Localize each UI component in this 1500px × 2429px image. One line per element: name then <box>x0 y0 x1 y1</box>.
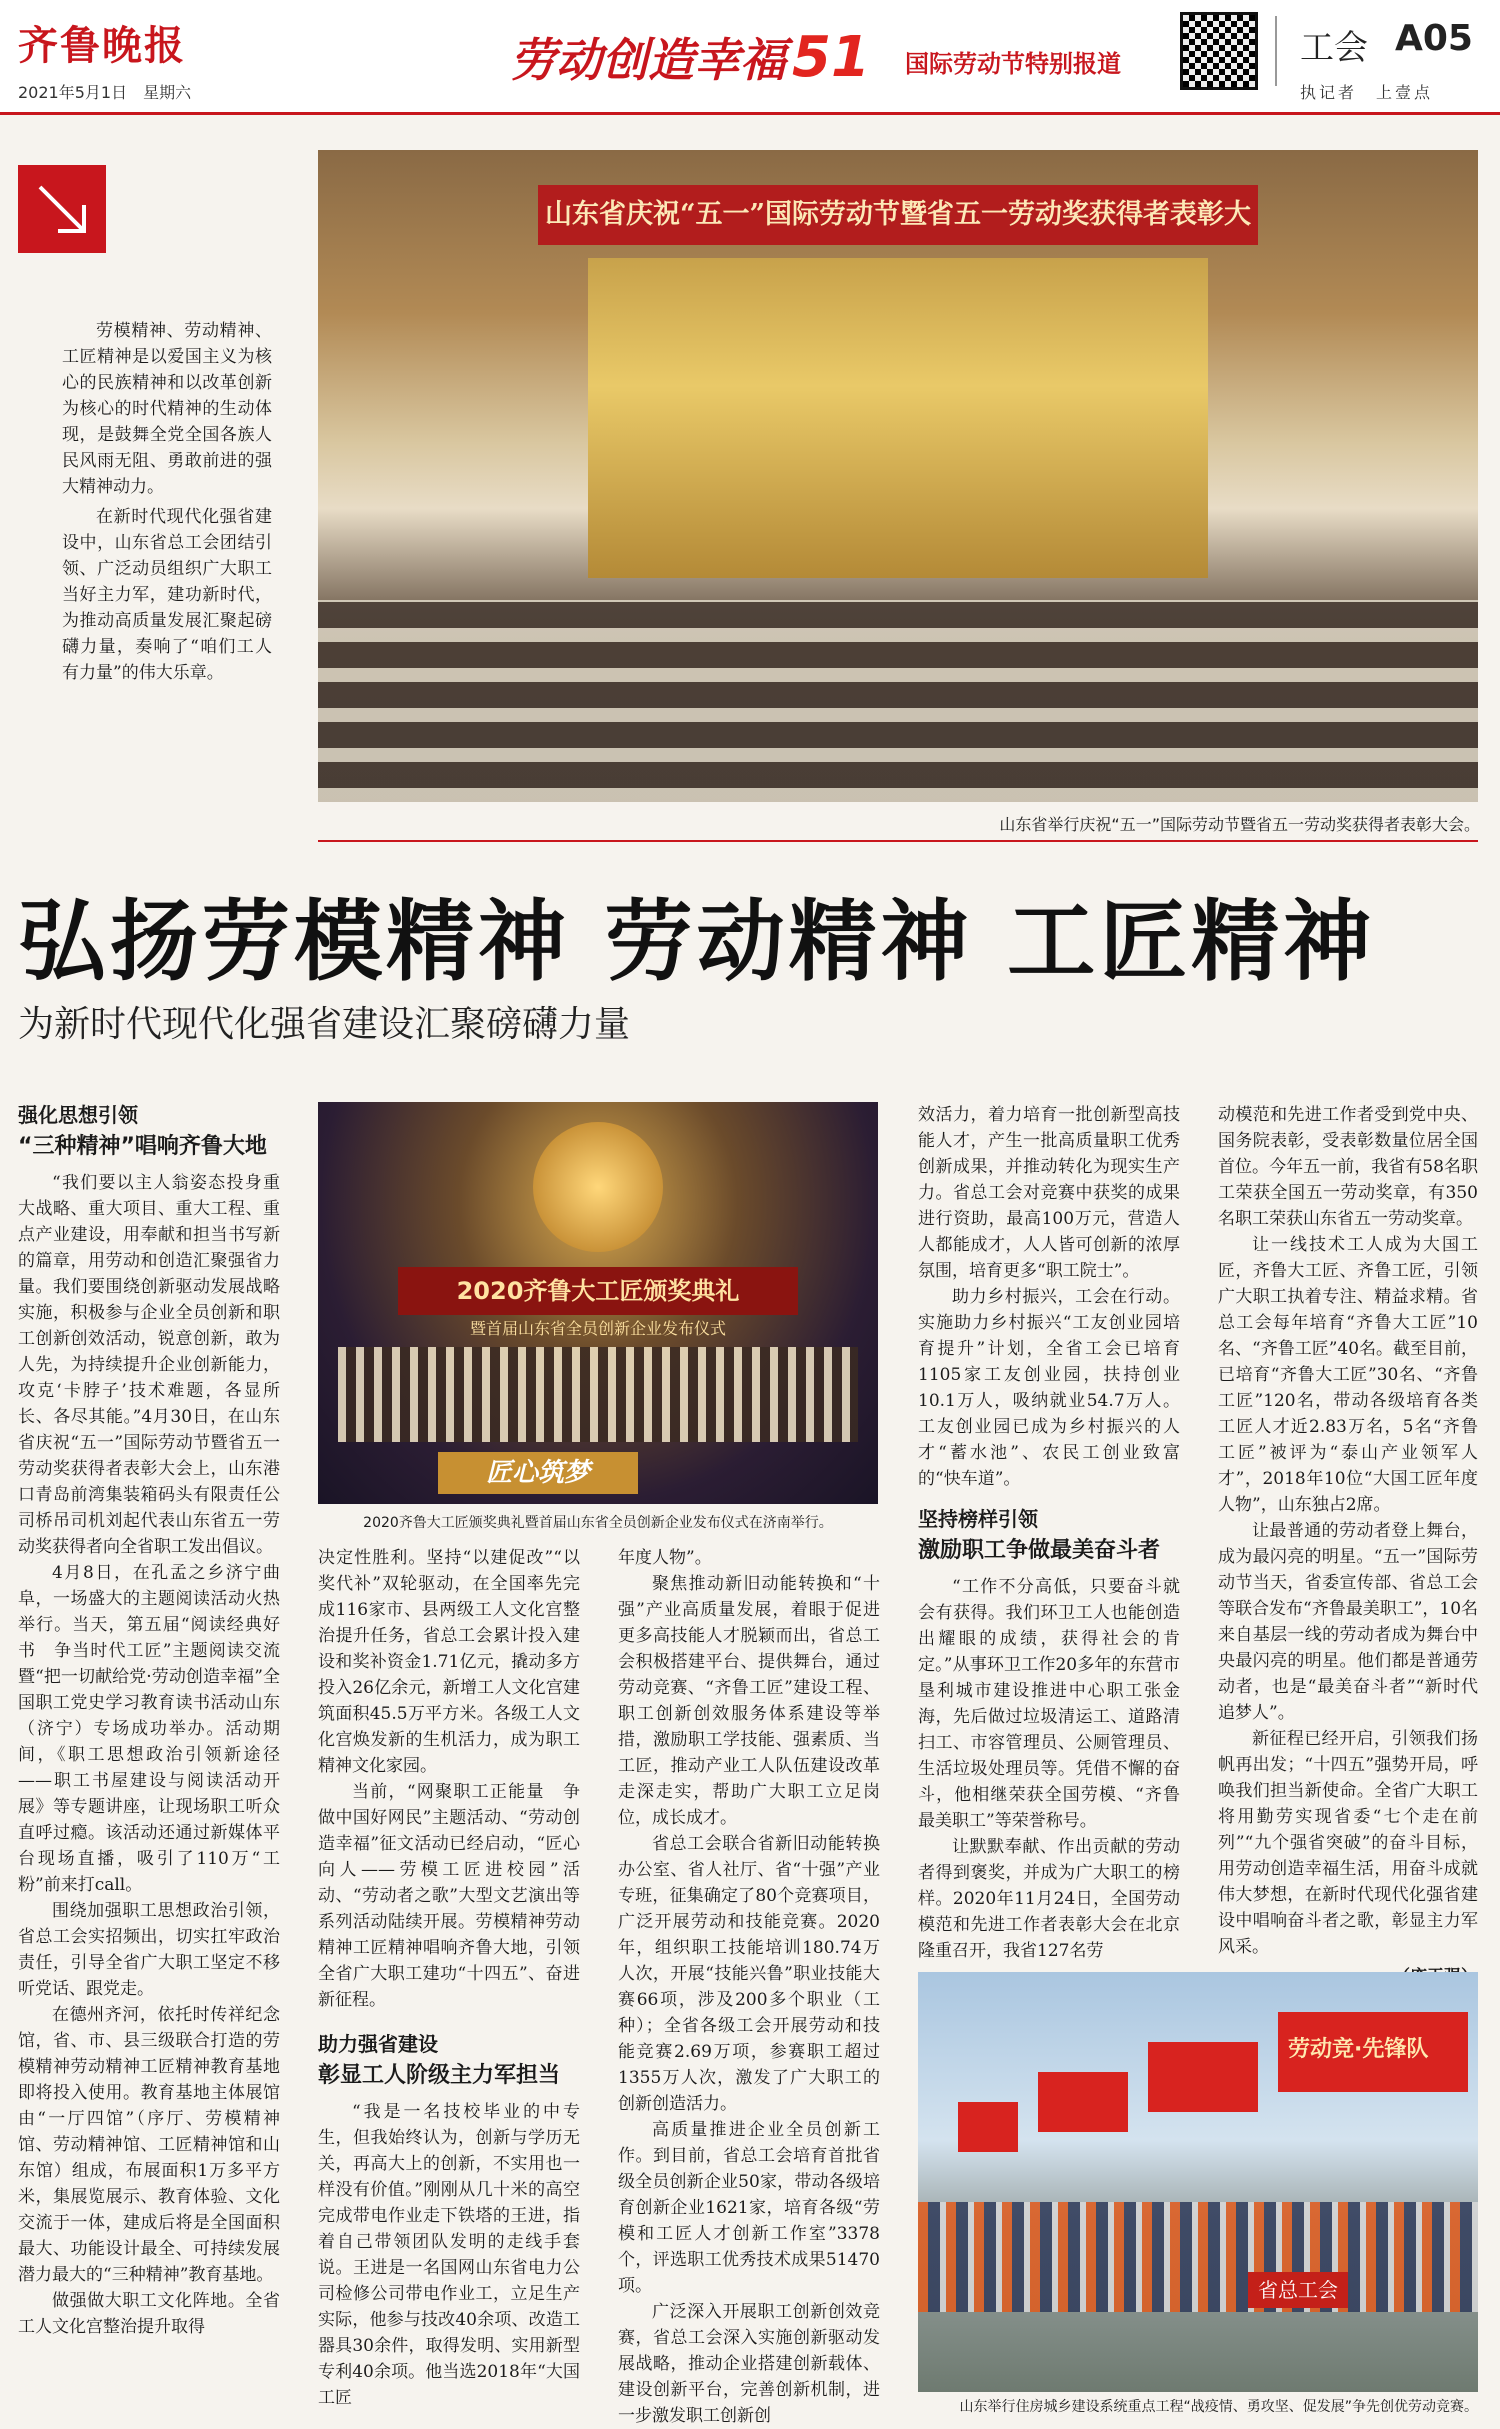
arrow-down-right-icon <box>18 165 106 253</box>
article-paragraph: 效活力，着力培育一批创新型高技能人才，产生一批高质量职工优秀创新成果，并推动转化为现实生产力。省总工会对竞赛中获奖的成果进行资助，最高100万元，营造人人都能成才，人人皆可创新的浓厚氛围，培育更多“职工院士”。 <box>918 1105 1180 1281</box>
article-column-1 <box>18 1102 280 2340</box>
header-divider <box>1275 16 1277 86</box>
conference-banner: 山东省庆祝“五一”国际劳动节暨省五一劳动奖获得者表彰大 <box>538 185 1258 245</box>
red-flag <box>958 2102 1018 2152</box>
article-paragraph: 当前，“网聚职工正能量 争做中国好网民”主题活动、“劳动创造幸福”征文活动已经启动，“匠心向人——劳模工匠进校园”活动、“劳动者之歌”大型文艺演出等系列活动陆续开展。劳模精神劳动精神工匠精神唱响齐鲁大地，引领全省广大职工建功“十四五”、奋进新征程。 <box>318 1782 580 2010</box>
article-paragraph: 广泛深入开展职工创新创效竞赛，省总工会深入实施创新驱动发展战略，推动企业搭建创新载体、建设创新平台，完善创新机制，进一步激发职工创新创 <box>618 2302 880 2426</box>
slogan-number: 51 <box>792 25 870 90</box>
article-paragraph: “工作不分高低，只要奋斗就会有获得。我们环卫工人也能创造出耀眼的成绩，获得社会的肯定。”从事环卫工作20多年的东营市垦利城市建设推进中心职工张金海，先后做过垃圾清运工、道路清扫工、市容管理员、公厕管理员、生活垃圾处理员等。凭借不懈的奋斗，他相继荣获全国劳模、“齐鲁最美职工”等荣誉称号。 <box>918 1577 1180 1831</box>
article-paragraph: 年度人物”。 <box>618 1548 712 1568</box>
section-kicker: 坚持榜样引领 <box>918 1507 1038 1531</box>
awardees-crowd <box>338 1347 858 1442</box>
award-ceremony-photo <box>318 1102 878 1504</box>
article-paragraph: 决定性胜利。坚持“以建促改”“以奖代补”双轮驱动，在全国率先完成116家市、县两级工人文化宫整治提升任务，省总工会累计投入建设和奖补资金1.71亿元，撬动多方投入26亿余元，新增工人文化宫建筑面积45.5万平方米。各级工人文化宫焕发新的生机活力，成为职工精神文化家园。 <box>318 1548 580 1776</box>
section-name: 工会 <box>1300 28 1368 68</box>
intro-paragraph: 劳模精神、劳动精神、工匠精神是以爱国主义为核心的民族精神和以改革创新为核心的时代精神的生动体现，是鼓舞全党全国各族人民风雨无阻、勇敢前进的强大精神动力。 <box>62 321 272 497</box>
subheadline: 为新时代现代化强省建设汇聚磅礴力量 <box>18 1004 631 1045</box>
red-flag <box>1038 2072 1128 2132</box>
section-subtitle: 激励职工争做最美奋斗者 <box>918 1538 1161 1563</box>
divider <box>318 840 1478 842</box>
article-paragraph: 让默默奉献、作出贡献的劳动者得到褒奖，并成为广大职工的榜样。2020年11月24日，全国劳动模范和先进工作者表彰大会在北京隆重召开，我省127名劳 <box>918 1837 1180 1961</box>
photo-caption: 2020齐鲁大工匠颁奖典礼暨首届山东省全员创新企业发布仪式在济南举行。 <box>363 1515 833 1531</box>
article-paragraph: 围绕加强职工思想政治引领，省总工会实招频出，切实扛牢政治责任，引导全省广大职工坚定不移听党话、跟党走。 <box>18 1901 280 1999</box>
article-column-3 <box>618 1545 880 2429</box>
article-paragraph: 聚焦推动新旧动能转换和“十强”产业高质量发展，着眼于促进更多高技能人才脱颖而出，省总工会积极搭建平台、提供舞台，通过劳动竞赛、“齐鲁工匠”建设工程、职工创新创效服务体系建设等举措，激励职工学技能、强素质、当工匠，推动产业工人队伍建设改革走深走实，帮助广大职工立足岗位，成长成才。 <box>618 1574 880 1828</box>
article-paragraph: 4月8日，在孔孟之乡济宁曲阜，一场盛大的主题阅读活动火热举行。当天，第五届“阅读经典好书 争当时代工匠”主题阅读交流暨“把一切献给党·劳动创造幸福”全国职工党史学习教育读书活动山东（济宁）专场成功举办。活动期间，《职工思想政治引领新途径——职工书屋建设与阅读活动开展》等专题讲座，让现场职工听众直呼过瘾。该活动还通过新媒体平台现场直播，吸引了110万“工粉”前来打call。 <box>18 1563 280 1895</box>
issue-date: 2021年5月1日 星期六 <box>18 83 192 102</box>
article-paragraph: 做强做大职工文化阵地。全省工人文化宫整治提升取得 <box>18 2291 280 2337</box>
article-column-5 <box>1218 1102 1478 1990</box>
page-number: A05 <box>1395 18 1473 59</box>
article-paragraph: “我们要以主人翁姿态投身重大战略、重大项目、重大工程、重点产业建设，用奉献和担当书写新的篇章，用劳动和创造汇聚强省力量。我们要围绕创新驱动发展战略实施，积极参与企业全员创新和职工创新创效活动，锐意创新，敢为人先，为持续提升企业创新能力，攻克‘卡脖子’技术难题，各显所长、各尽其能。”4月30日，在山东省庆祝“五一”国际劳动节暨省五一劳动奖获得者表彰大会上，山东港口青岛前湾集装箱码头有限责任公司桥吊司机刘起代表山东省五一劳动奖获得者向全省职工发出倡议。 <box>18 1173 280 1557</box>
flag-text: 劳动竞·先锋队 <box>1288 2037 1429 2062</box>
conference-photo <box>318 150 1478 802</box>
photo-caption: 山东省举行庆祝“五一”国际劳动节暨省五一劳动奖获得者表彰大会。 <box>999 815 1480 834</box>
article-paragraph: 新征程已经开启，引领我们扬帆再出发；“十四五”强势开局，呼唤我们担当新使命。全省广大职工将用勤劳实现省委“七个走在前列”“九个强省突破”的奋斗目标，用劳动创造幸福生活，用奋斗成就伟大梦想，在新时代现代化强省建设中唱响奋斗者之歌，彰显主力军风采。 <box>1218 1729 1478 1957</box>
red-flag <box>1148 2042 1258 2112</box>
group-sign: 省总工会 <box>1248 2272 1348 2308</box>
article-paragraph: 在德州齐河，依托时传祥纪念馆，省、市、县三级联合打造的劳模精神劳动精神工匠精神教育基地即将投入使用。教育基地主体展馆由“一厅四馆”（序厅、劳模精神馆、劳动精神馆、工匠精神馆和山东馆）组成，布展面积1万多平方米，集展览展示、教育体验、文化交流于一体，建成后将是全国面积最大、功能设计最全、可持续发展潜力最大的“三种精神”教育基地。 <box>18 2005 280 2285</box>
ceremony-banner: 2020齐鲁大工匠颁奖典礼 <box>398 1267 798 1315</box>
article-paragraph: 助力乡村振兴，工会在行动。实施助力乡村振兴“工友创业园培育提升”计划，全省工会已培育1105家工友创业园，扶持创业10.1万人，吸纳就业54.7万人。工友创业园已成为乡村振兴的人才“蓄水池”、农民工创业致富的“快车道”。 <box>918 1287 1180 1489</box>
article-paragraph: 省总工会联合省新旧动能转换办公室、省人社厅、省“十强”产业专班，征集确定了80个竞赛项目，广泛开展劳动和技能竞赛。2020年，组织职工技能培训180.74万人次，开展“技能兴鲁”职业技能大赛66项，涉及200多个职业（工种）；全省各级工会开展劳动和技能竞赛2.69万项，参赛职工超过1355万人次，激发了广大职工的创新创造活力。 <box>618 1834 880 2114</box>
section-subtitle: “三种精神”唱响齐鲁大地 <box>18 1134 267 1159</box>
section-kicker: 助力强省建设 <box>318 2032 438 2056</box>
headline: 弘扬劳模精神 劳动精神 工匠精神 <box>18 890 1376 993</box>
article-column-4 <box>918 1102 1180 1964</box>
masthead: 齐鲁晚报 <box>18 22 186 69</box>
slogan <box>510 24 870 90</box>
reporter-line: 执记者 上壹点 <box>1300 83 1434 102</box>
stage-curtain <box>588 258 1208 578</box>
article-paragraph: “我是一名技校毕业的中专生，但我始终认为，创新与学历无关，再高大上的创新，不实用也一样没有价值。”刚刚从几十米的高空完成带电作业走下铁塔的王进，指着自己带领团队发明的走线手套说。王进是一名国网山东省电力公司检修公司带电作业工，立足生产实际，他参与技改40余项、改造工器具30余件，取得发明、实用新型专利40余项。他当选2018年“大国工匠 <box>318 2102 580 2408</box>
section-subtitle: 彰显工人阶级主力军担当 <box>318 2063 561 2088</box>
slogan-text: 劳动创造幸福 <box>510 33 786 87</box>
special-report-label: 国际劳动节特别报道 <box>905 50 1121 78</box>
ceremony-emblem <box>533 1122 663 1252</box>
photo-caption: 山东举行住房城乡建设系统重点工程“战疫情、勇攻坚、促发展”争先创优劳动竞赛。 <box>959 2399 1478 2415</box>
labor-competition-photo <box>918 1972 1478 2392</box>
article-paragraph: 高质量推进企业全员创新工作。到目前，省总工会培育首批省级全员创新企业50家，带动各级培育创新企业1621家，培育各级“劳模和工匠人才创新工作室”3378个，评选职工优秀技术成果51470项。 <box>618 2120 880 2296</box>
article-paragraph: 让一线技术工人成为大国工匠，齐鲁大工匠、齐鲁工匠，引领广大职工执着专注、精益求精。省总工会每年培育“齐鲁大工匠”10名、“齐鲁工匠”40名。截至目前，已培育“齐鲁大工匠”30名、“齐鲁工匠”120名，带动各级培育各类工匠人才近2.83万名，5名“齐鲁工匠”被评为“泰山产业领军人才”，2018年10位“大国工匠年度人物”，山东独占2席。 <box>1218 1235 1479 1515</box>
workers-crowd <box>918 2202 1478 2312</box>
ceremony-floor-text: 匠心筑梦 <box>438 1452 638 1494</box>
section-kicker: 强化思想引领 <box>18 1103 138 1127</box>
ceremony-subbanner: 暨首届山东省全员创新企业发布仪式 <box>469 1319 726 1338</box>
article-paragraph: 让最普通的劳动者登上舞台，成为最闪亮的明星。“五一”国际劳动节当天，省委宣传部、省总工会等联合发布“齐鲁最美职工”，10名来自基层一线的劳动者成为舞台中央最闪亮的明星。他们都是普通劳动者，也是“最美奋斗者”“新时代追梦人”。 <box>1218 1521 1479 1723</box>
audience-seats <box>318 600 1478 802</box>
article-paragraph: 动模范和先进工作者受到党中央、国务院表彰，受表彰数量位居全国首位。今年五一前，我省有58名职工荣获全国五一劳动奖章，有350名职工荣获山东省五一劳动奖章。 <box>1218 1105 1478 1229</box>
article-column-2 <box>318 1545 580 2411</box>
intro-text <box>62 318 272 690</box>
qr-code-icon <box>1180 12 1258 90</box>
intro-paragraph: 在新时代现代化强省建设中，山东省总工会团结引领、广泛动员组织广大职工当好主力军，建功新时代，为推动高质量发展汇聚起磅礴力量，奏响了“咱们工人有力量”的伟大乐章。 <box>62 507 272 683</box>
